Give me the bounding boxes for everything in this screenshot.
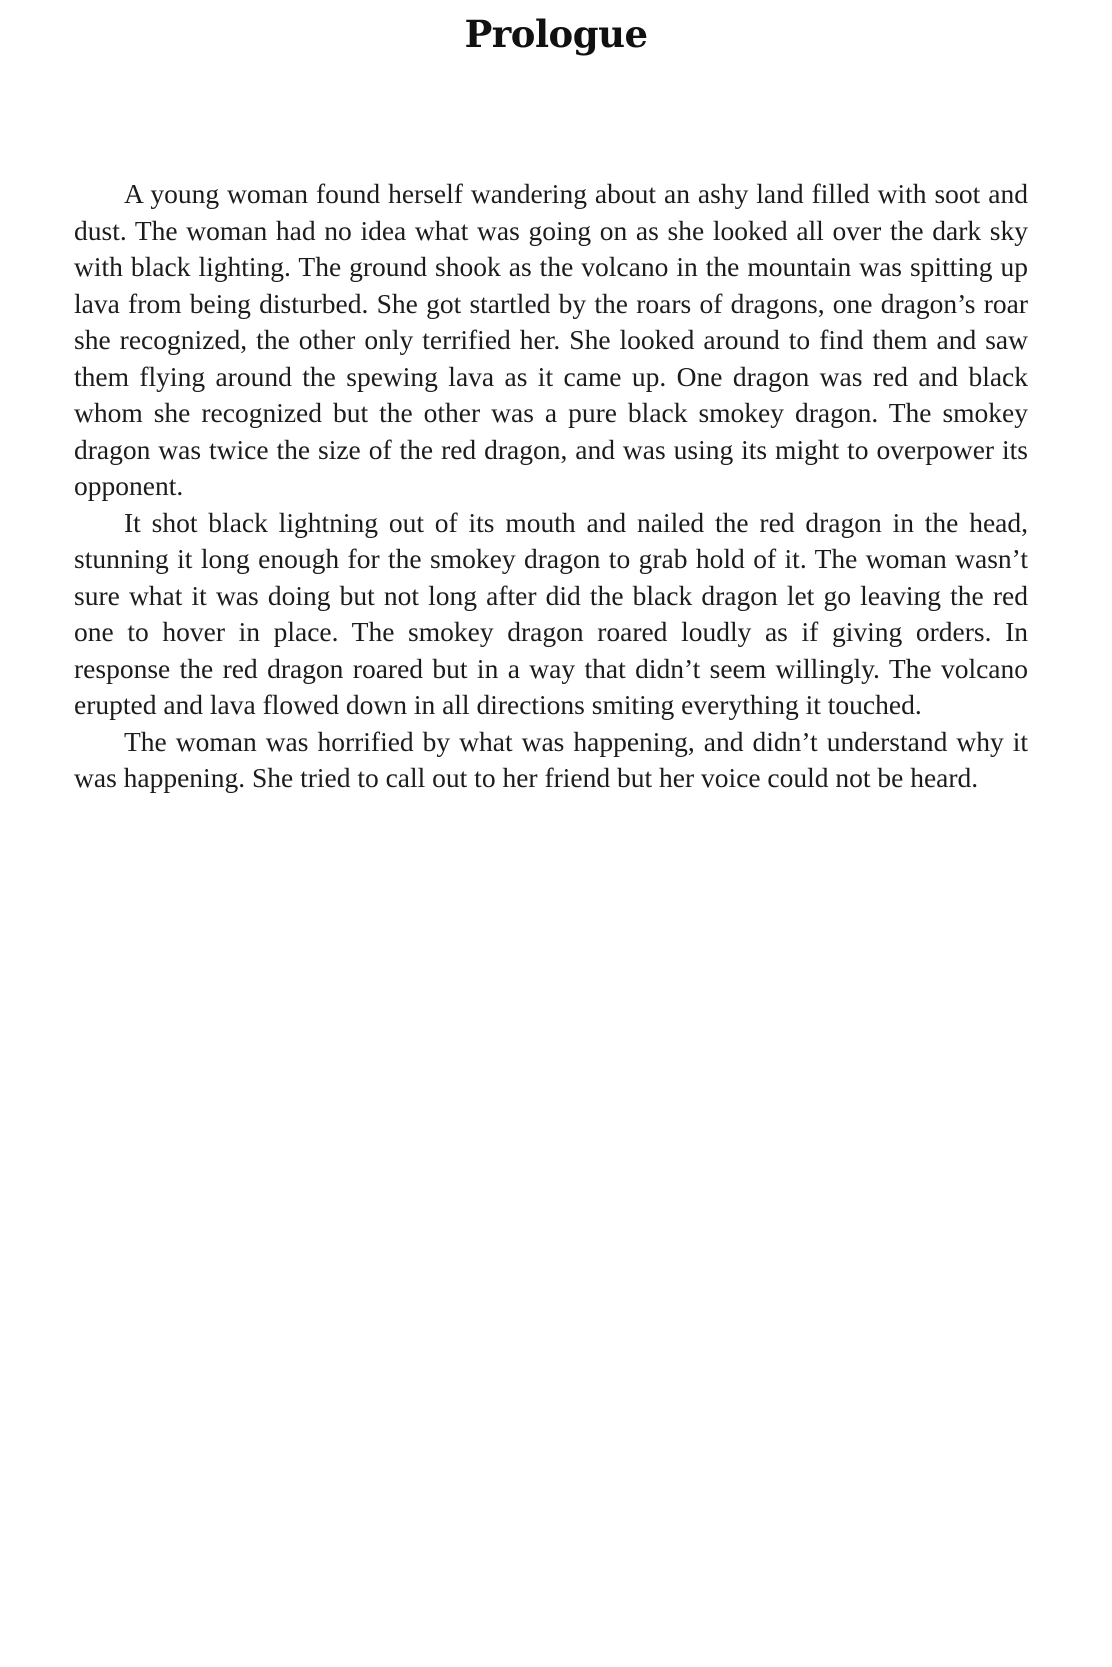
- paragraph-1: A young woman found herself wandering about an ashy land filled with soot and dust. The woman had no idea what was going on as she looked all over the dark sky with black lighting. The ground shook as the volcano in the mountain was spitting up lava from being disturbed. She got startled by the roars of dragons, one dragon’s roar she recognized, the other only terrified her. She looked around to find them and saw them flying around the spewing lava as it came up. One dragon was red and black whom she recognized but the other was a pure black smokey dragon. The smokey dragon was twice the size of the red dragon, and was using its might to overpower its opponent.: [74, 178, 1028, 501]
- paragraph-2: It shot black lightning out of its mouth and nailed the red dragon in the head, stunning it long enough for the smokey dragon to grab hold of it. The woman wasn’t sure what it was doing but not long after did the black dragon let go leaving the red one to hover in place. The smokey dragon roared loudly as if giving orders. In response the red dragon roared but in a way that didn’t seem willingly. The volcano erupted and lava flowed down in all directions smiting everything it touched.: [74, 506, 1028, 720]
- chapter-body: [74, 176, 1028, 797]
- paragraph-3: The woman was horrified by what was happening, and didn’t understand why it was happening. She tried to call out to her friend but her voice could not be heard.: [74, 725, 1028, 793]
- chapter-title: Prologue: [464, 12, 648, 56]
